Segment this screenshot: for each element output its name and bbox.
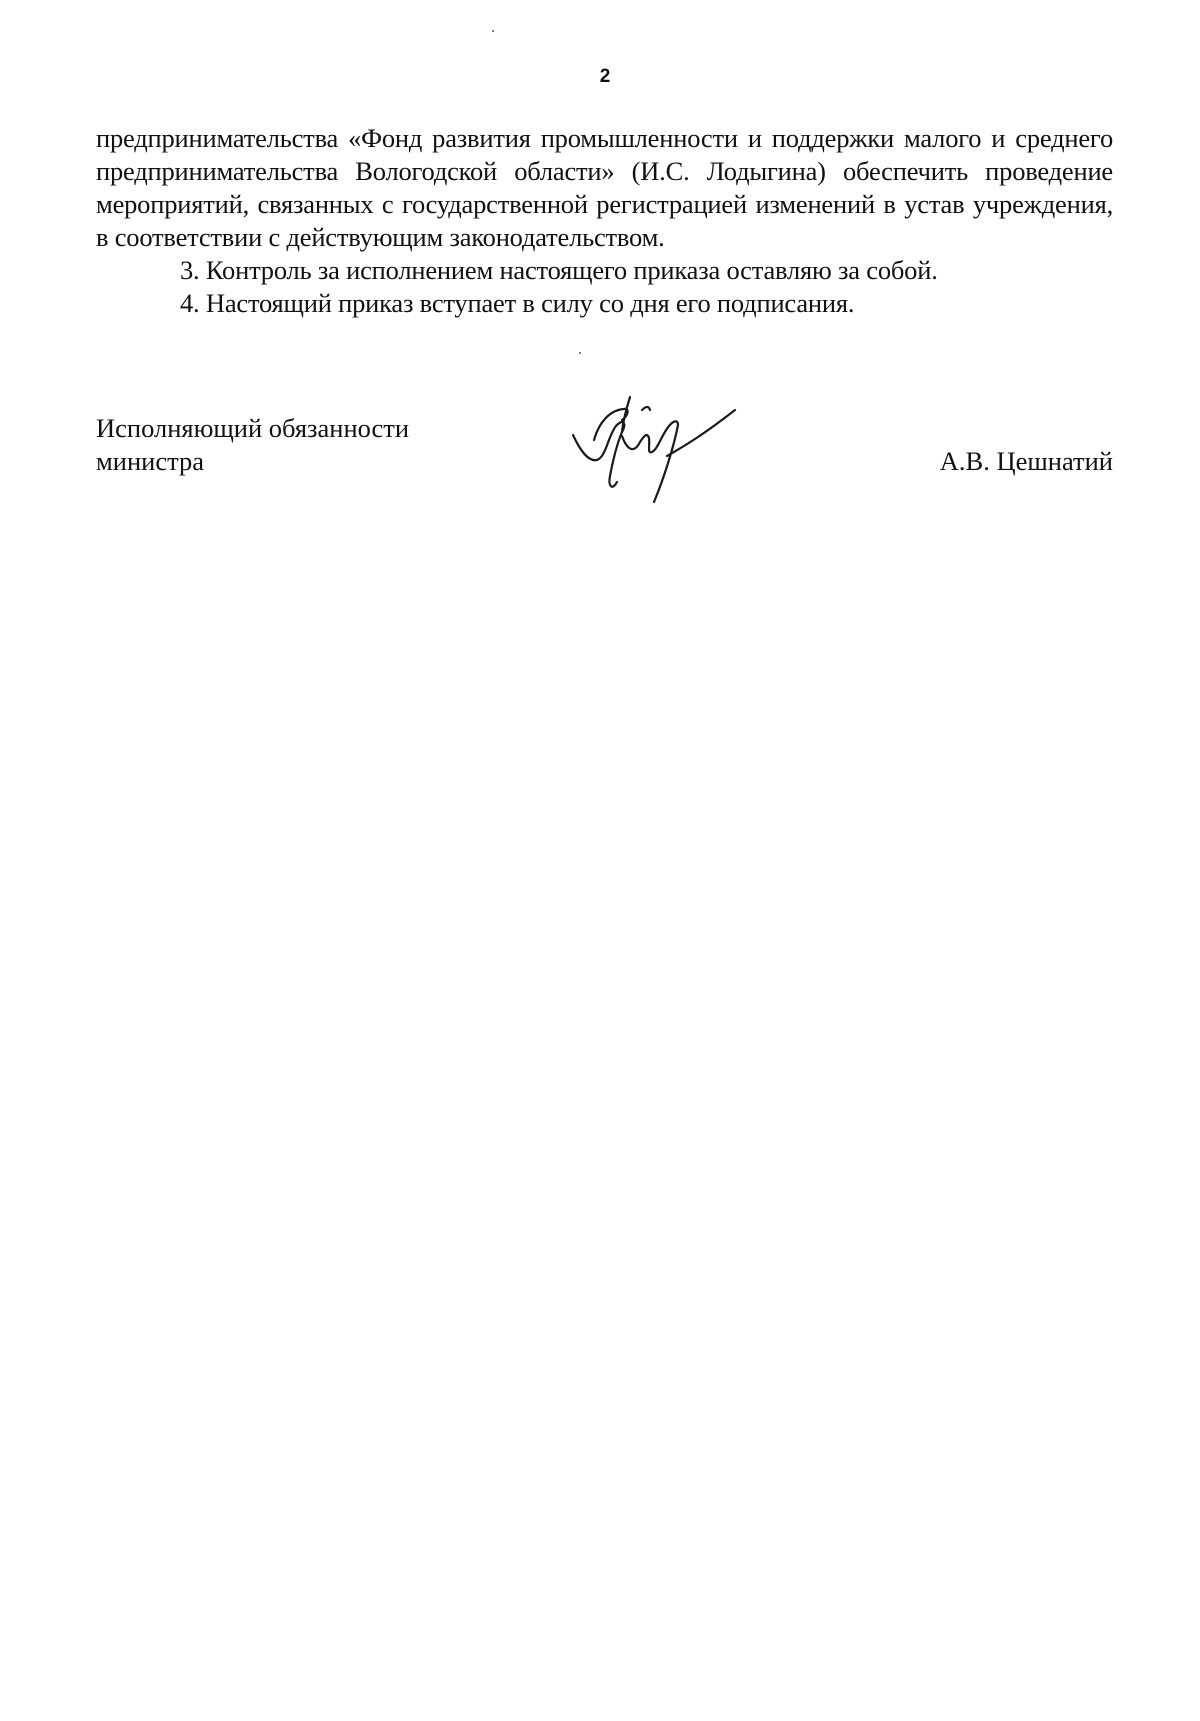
body-item-3: 3. Контроль за исполнением настоящего приказа оставляю за собой.: [180, 255, 938, 285]
body-paragraph-continued: предпринимательства «Фонд развития промышленности и поддержки малого и среднего предпринимательства Вологодской области» (И.С. Лодыгина) обеспечить проведение мероприятий, связанных с государственной регистрацией изменений в устав учреждения, в соответствии с действующим законодательством.: [96, 123, 1113, 252]
signer-name: А.В. Цешнатий: [939, 446, 1113, 476]
scan-speck: [492, 30, 494, 32]
page-number: 2: [599, 66, 611, 87]
signer-position: [96, 412, 409, 478]
document-body: [96, 122, 1113, 320]
body-item-4: 4. Настоящий приказ вступает в силу со дня его подписания.: [180, 288, 855, 318]
handwritten-signature-icon: [570, 392, 740, 512]
signer-position-line-1: Исполняющий обязанности: [96, 413, 410, 443]
scan-speck: [579, 352, 581, 354]
signer-position-line-2: министра: [96, 446, 204, 476]
